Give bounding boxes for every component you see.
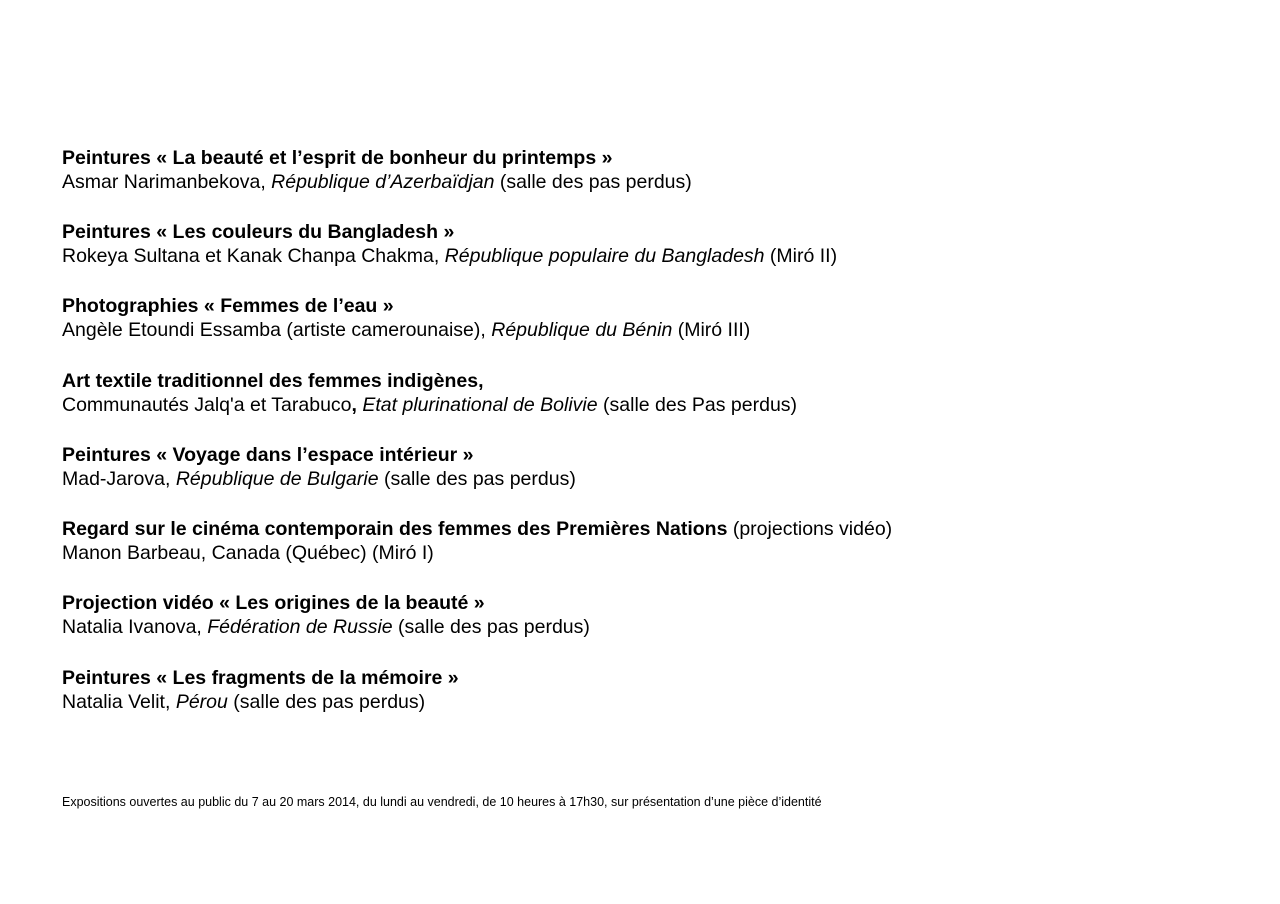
venue: (salle des pas perdus) bbox=[494, 171, 692, 193]
exhibition-entry bbox=[62, 443, 576, 491]
artist-name: Manon Barbeau, Canada (Québec) (Miró I) bbox=[62, 542, 434, 564]
venue: (Miró III) bbox=[672, 319, 751, 341]
exhibition-title: Art textile traditionnel des femmes indigènes, bbox=[62, 370, 484, 392]
artist-name: Natalia Ivanova bbox=[62, 616, 197, 638]
country-name: République populaire du Bangladesh bbox=[444, 245, 765, 267]
opening-hours-note: Expositions ouvertes au public du 7 au 20 mars 2014, du lundi au vendredi, de 10 heures à 17h30, sur présentation d’une pièce d’identité bbox=[62, 795, 822, 809]
exhibition-title: Peintures « Les couleurs du Bangladesh » bbox=[62, 221, 455, 243]
country-name: République du Bénin bbox=[491, 319, 673, 341]
exhibition-details: Natalia Velit, Pérou (salle des pas perdus) bbox=[62, 691, 426, 713]
country-name: République d’Azerbaïdjan bbox=[271, 171, 495, 193]
exhibition-title: Peintures « Les fragments de la mémoire » bbox=[62, 667, 459, 689]
exhibition-title: Projection vidéo « Les origines de la beauté » bbox=[62, 592, 485, 614]
exhibition-title: Regard sur le cinéma contemporain des femmes des Premières Nations (projections vidéo) bbox=[62, 518, 893, 540]
exhibition-details: Natalia Ivanova, Fédération de Russie (salle des pas perdus) bbox=[62, 616, 590, 638]
country-name: Pérou bbox=[175, 691, 228, 713]
artist-name: Rokeya Sultana et Kanak Chanpa Chakma bbox=[62, 245, 434, 267]
artist-name: Asmar Narimanbekova bbox=[62, 171, 261, 193]
country-name: République de Bulgarie bbox=[175, 468, 379, 490]
exhibition-details: Mad-Jarova, République de Bulgarie (salle des pas perdus) bbox=[62, 468, 576, 490]
exhibition-entry bbox=[62, 146, 692, 194]
exhibition-entry bbox=[62, 369, 797, 417]
artist-name: Natalia Velit bbox=[62, 691, 165, 713]
exhibition-title: Peintures « La beauté et l’esprit de bonheur du printemps » bbox=[62, 147, 613, 169]
exhibition-entry bbox=[62, 517, 892, 565]
exhibition-entry bbox=[62, 220, 837, 268]
venue: (salle des pas perdus) bbox=[378, 468, 576, 490]
country-name: Fédération de Russie bbox=[207, 616, 393, 638]
venue: (salle des pas perdus) bbox=[392, 616, 590, 638]
exhibition-details: Communautés Jalq'a et Tarabuco, Etat plurinational de Bolivie (salle des Pas perdus) bbox=[62, 394, 798, 416]
venue: (salle des pas perdus) bbox=[227, 691, 426, 713]
exhibition-title: Peintures « Voyage dans l’espace intérieur » bbox=[62, 444, 474, 466]
exhibition-title: Photographies « Femmes de l’eau » bbox=[62, 295, 394, 317]
exhibition-entry bbox=[62, 294, 750, 342]
venue: (Miró II) bbox=[764, 245, 838, 267]
country-name: Etat plurinational de Bolivie bbox=[362, 394, 598, 416]
exhibition-entry bbox=[62, 591, 590, 639]
artist-name: Communautés Jalq'a et Tarabuco bbox=[62, 394, 352, 416]
exhibition-details: Rokeya Sultana et Kanak Chanpa Chakma, République populaire du Bangladesh (Miró II) bbox=[62, 245, 838, 267]
artist-name: Angèle Etoundi Essamba (artiste camerounaise) bbox=[62, 319, 481, 341]
exhibition-details: Asmar Narimanbekova, République d’Azerbaïdjan (salle des pas perdus) bbox=[62, 171, 692, 193]
artist-name: Mad-Jarova bbox=[62, 468, 165, 490]
exhibition-details: Angèle Etoundi Essamba (artiste camerounaise), République du Bénin (Miró III) bbox=[62, 319, 751, 341]
exhibition-details bbox=[62, 541, 892, 565]
venue: (salle des Pas perdus) bbox=[597, 394, 798, 416]
exhibition-entry bbox=[62, 666, 459, 714]
